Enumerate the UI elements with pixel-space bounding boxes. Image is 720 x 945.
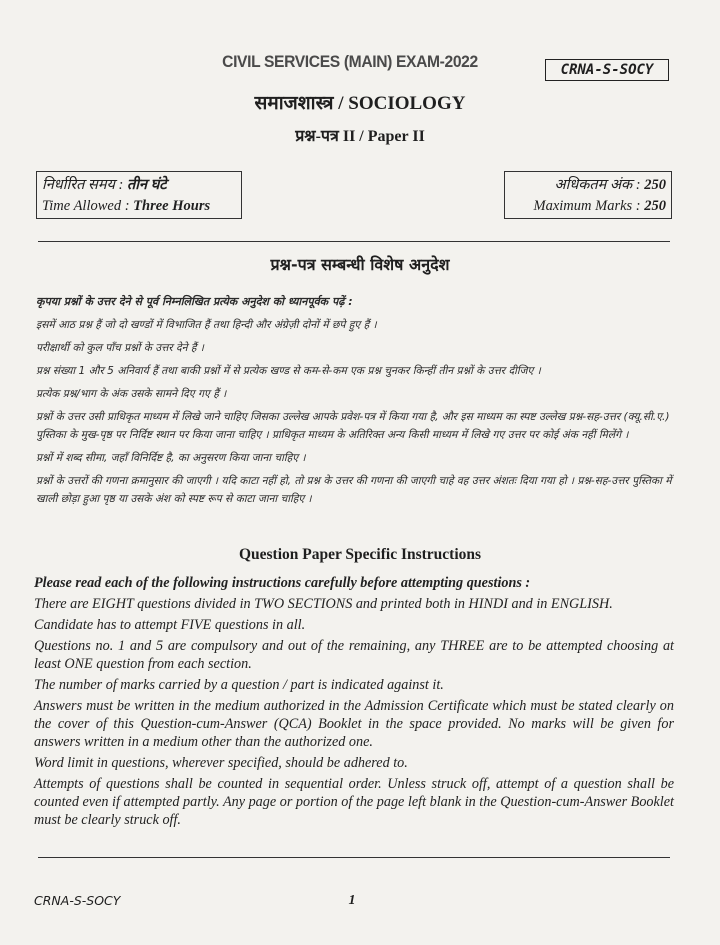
divider-bottom [38,857,670,858]
hindi-instruction-line: प्रत्येक प्रश्न/भाग के अंक उसके सामने दिए गए हैं । [36,388,227,400]
hindi-instruction-line: परीक्षार्थी को कुल पाँच प्रश्नों के उत्तर देने हैं । [36,342,204,354]
english-instruction-line: Please read each of the following instructions carefully before attempting questions : [34,575,531,591]
english-instruction-line: Questions no. 1 and 5 are compulsory and out of the remaining, any THREE are to be attempted choosing at least ONE question from each section. [34,638,674,672]
time-english-value: Three Hours [133,198,211,214]
divider-top [38,241,670,242]
hindi-instruction-line: प्रश्नों के उत्तर उसी प्राधिकृत माध्यम में लिखे जाने चाहिए जिसका उल्लेख आपके प्रवेश-पत्र में किया गया है, और इस माध्यम का स्पष्ट उल्लेख प्रश्न-सह-उत्तर (क्यू.सी.ए.) पुस्तिका के मुख-पृष्ठ पर निर्दिष्ट स्थान पर किया जाना चाहिए । प्राधिकृत माध्यम के अतिरिक्त अन्य किसी माध्यम में लिखे गए उत्तर पर कोई अंक नहीं मिलेंगे । [36,411,670,441]
hindi-instruction-line: प्रश्नों में शब्द सीमा, जहाँ विनिर्दिष्ट है, का अनुसरण किया जाना चाहिए । [36,452,306,464]
english-instruction-line: Answers must be written in the medium authorized in the Admission Certificate which must be stated clearly on the cover of this Question-cum-Answer (QCA) Booklet in the space provided. No marks will be given for answers written in a medium other than the authorized one. [34,698,674,750]
english-instructions [34,574,674,832]
maximum-marks-box [504,171,672,219]
page-number: 1 [348,893,356,908]
time-hindi-label: निर्धारित समय : [42,177,124,193]
hindi-instruction-line: प्रश्नों के उत्तरों की गणना क्रमानुसार की जाएगी । यदि काटा नहीं हो, तो प्रश्न के उत्तर की गणना की जाएगी चाहे वह उत्तर अंशतः दिया गया हो । प्रश्न-सह-उत्तर पुस्तिका में खाली छोड़ा हुआ पृष्ठ या उसके अंश को स्पष्ट रूप से काटा जाना चाहिए । [36,475,672,505]
hindi-instruction-line: इसमें आठ प्रश्न हैं जो दो खण्डों में विभाजित हैं तथा हिन्दी और अंग्रेज़ी दोनों में छपे हुए हैं । [36,319,377,331]
marks-english-label: Maximum Marks : [533,198,641,214]
marks-hindi-line [510,175,666,196]
hindi-instructions [36,293,672,513]
english-instruction-line: The number of marks carried by a question / part is indicated against it. [34,677,444,693]
english-instruction-line: Candidate has to attempt FIVE questions in all. [34,617,306,633]
subject-title: समाजशास्त्र / SOCIOLOGY [254,93,466,114]
english-instruction-line: Attempts of questions shall be counted in sequential order. Unless struck off, attempt of a question shall be counted even if attempted partly. Any page or portion of the page left blank in the Question-cum-Answer Booklet must be clearly struck off. [34,776,674,828]
hindi-instruction-line: कृपया प्रश्नों के उत्तर देने से पूर्व निम्नलिखित प्रत्येक अनुदेश को ध्यानपूर्वक पढ़ें : [36,295,353,308]
paper-number: प्रश्न-पत्र II / Paper II [295,128,425,145]
time-english-line [42,196,236,217]
time-english-label: Time Allowed : [42,198,130,214]
marks-hindi-value: 250 [644,177,666,193]
marks-hindi-label: अधिकतम अंक : [554,177,641,193]
hindi-instruction-line: प्रश्न संख्या 1 और 5 अनिवार्य हैं तथा बाकी प्रश्नों में से प्रत्येक खण्ड से कम-से-कम एक प्रश्न चुनकर किन्हीं तीन प्रश्नों के उत्तर दीजिए । [36,365,541,377]
time-hindi-value: तीन घंटे [127,177,167,193]
time-hindi-line [42,175,236,196]
english-instruction-line: Word limit in questions, wherever specified, should be adhered to. [34,755,408,771]
hindi-instructions-heading: प्रश्न-पत्र सम्बन्धी विशेष अनुदेश [270,255,450,274]
english-instructions-heading: Question Paper Specific Instructions [238,546,482,563]
paper-code-box: CRNA-S-SOCY [545,59,669,81]
time-allowed-box [36,171,242,219]
english-instruction-line: There are EIGHT questions divided in TWO SECTIONS and printed both in HINDI and in ENGLISH. [34,596,613,612]
marks-english-value: 250 [644,198,666,214]
footer-paper-code: CRNA-S-SOCY [34,893,121,908]
marks-english-line [510,196,666,217]
exam-title: CIVIL SERVICES (MAIN) EXAM-2022 [222,52,478,71]
